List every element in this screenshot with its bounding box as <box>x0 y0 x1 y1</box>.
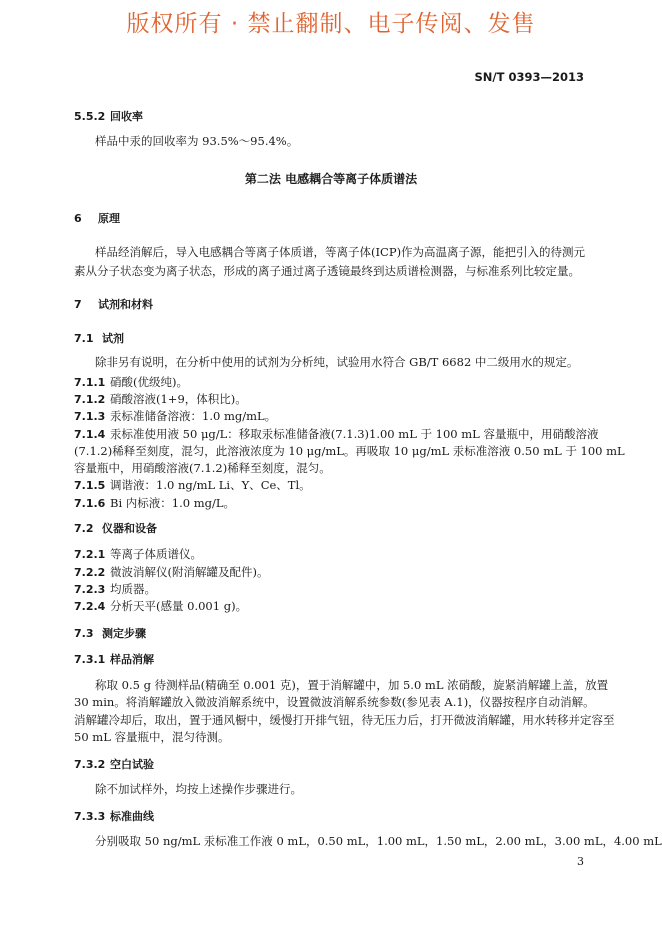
section-6-heading: 6 原理 <box>74 212 120 225</box>
section-7-3-3-heading: 7.3.3 标准曲线 <box>74 810 154 823</box>
standard-number: SN/T 0393—2013 <box>474 70 584 84</box>
copyright-watermark: 版权所有 · 禁止翻制、电子传阅、发售 <box>126 11 536 37</box>
list-item: 7.2.2 微波消解仪(附消解罐及配件)。 <box>74 565 269 579</box>
paragraph-line: 容量瓶中，用硝酸溶液(7.1.2)稀释至刻度，混匀。 <box>74 461 331 475</box>
paragraph-line: 30 min。将消解罐放入微波消解系统中，设置微波消解系统参数(参见表 A.1)，仪器按程序自动消解。 <box>74 695 595 709</box>
section-5-5-2-heading: 5.5.2 回收率 <box>74 110 143 123</box>
section-7-3-2-heading: 7.3.2 空白试验 <box>74 758 154 771</box>
section-7-3-1-heading: 7.3.1 样品消解 <box>74 653 154 666</box>
method-title: 第二法 电感耦合等离子体质谱法 <box>244 172 418 186</box>
paragraph-line: 样品经消解后，导入电感耦合等离子体质谱，等离子体(ICP)作为高温离子源，能把引入的待测元 <box>95 245 586 259</box>
list-item: 7.1.3 汞标准储备溶液：1.0 mg/mL。 <box>74 409 277 423</box>
paragraph-line: 消解罐冷却后，取出，置于通风橱中，缓慢打开排气钮，待无压力后，打开微波消解罐，用水转移并定容至 <box>74 713 615 727</box>
section-7-1-heading: 7.1 试剂 <box>74 332 124 345</box>
page-number: 3 <box>577 855 584 868</box>
paragraph: 除非另有说明，在分析中使用的试剂为分析纯，试验用水符合 GB/T 6682 中二级用水的规定。 <box>95 355 579 369</box>
paragraph-line: 素从分子状态变为离子状态，形成的离子通过离子透镜最终到达质谱检测器，与标准系列比较定量。 <box>74 264 580 278</box>
list-item: 7.1.1 硝酸(优级纯)。 <box>74 375 188 389</box>
section-7-3-heading: 7.3 测定步骤 <box>74 627 146 640</box>
paragraph-line: (7.1.2)稀释至刻度，混匀，此溶液浓度为 10 μg/mL。再吸取 10 μg/mL 汞标准溶液 0.50 mL 于 100 mL <box>74 444 625 458</box>
paragraph: 除不加试样外，均按上述操作步骤进行。 <box>95 782 302 796</box>
section-7-2-heading: 7.2 仪器和设备 <box>74 522 157 535</box>
list-item: 7.1.6 Bi 内标液：1.0 mg/L。 <box>74 496 236 510</box>
paragraph-line: 50 mL 容量瓶中，混匀待测。 <box>74 730 230 744</box>
paragraph: 样品中汞的回收率为 93.5%～95.4%。 <box>95 134 299 148</box>
paragraph-line: 称取 0.5 g 待测样品(精确至 0.001 克)，置于消解罐中，加 5.0 mL 浓硝酸，旋紧消解罐上盖，放置 <box>95 678 609 692</box>
list-item: 7.1.4 汞标准使用液 50 μg/L：移取汞标准储备液(7.1.3)1.00 mL 于 100 mL 容量瓶中，用硝酸溶液 <box>74 427 599 441</box>
paragraph-line: 分别吸取 50 ng/mL 汞标准工作液 0 mL，0.50 mL，1.00 mL，1.50 mL，2.00 mL，3.00 mL，4.00 mL <box>95 834 662 848</box>
list-item: 7.2.4 分析天平(感量 0.001 g)。 <box>74 599 248 613</box>
list-item: 7.2.1 等离子体质谱仪。 <box>74 547 202 561</box>
list-item: 7.1.5 调谐液：1.0 ng/mL Li、Y、Ce、Tl。 <box>74 478 311 492</box>
list-item: 7.2.3 均质器。 <box>74 582 156 596</box>
list-item: 7.1.2 硝酸溶液(1+9，体积比)。 <box>74 392 247 406</box>
section-7-heading: 7 试剂和材料 <box>74 298 153 311</box>
